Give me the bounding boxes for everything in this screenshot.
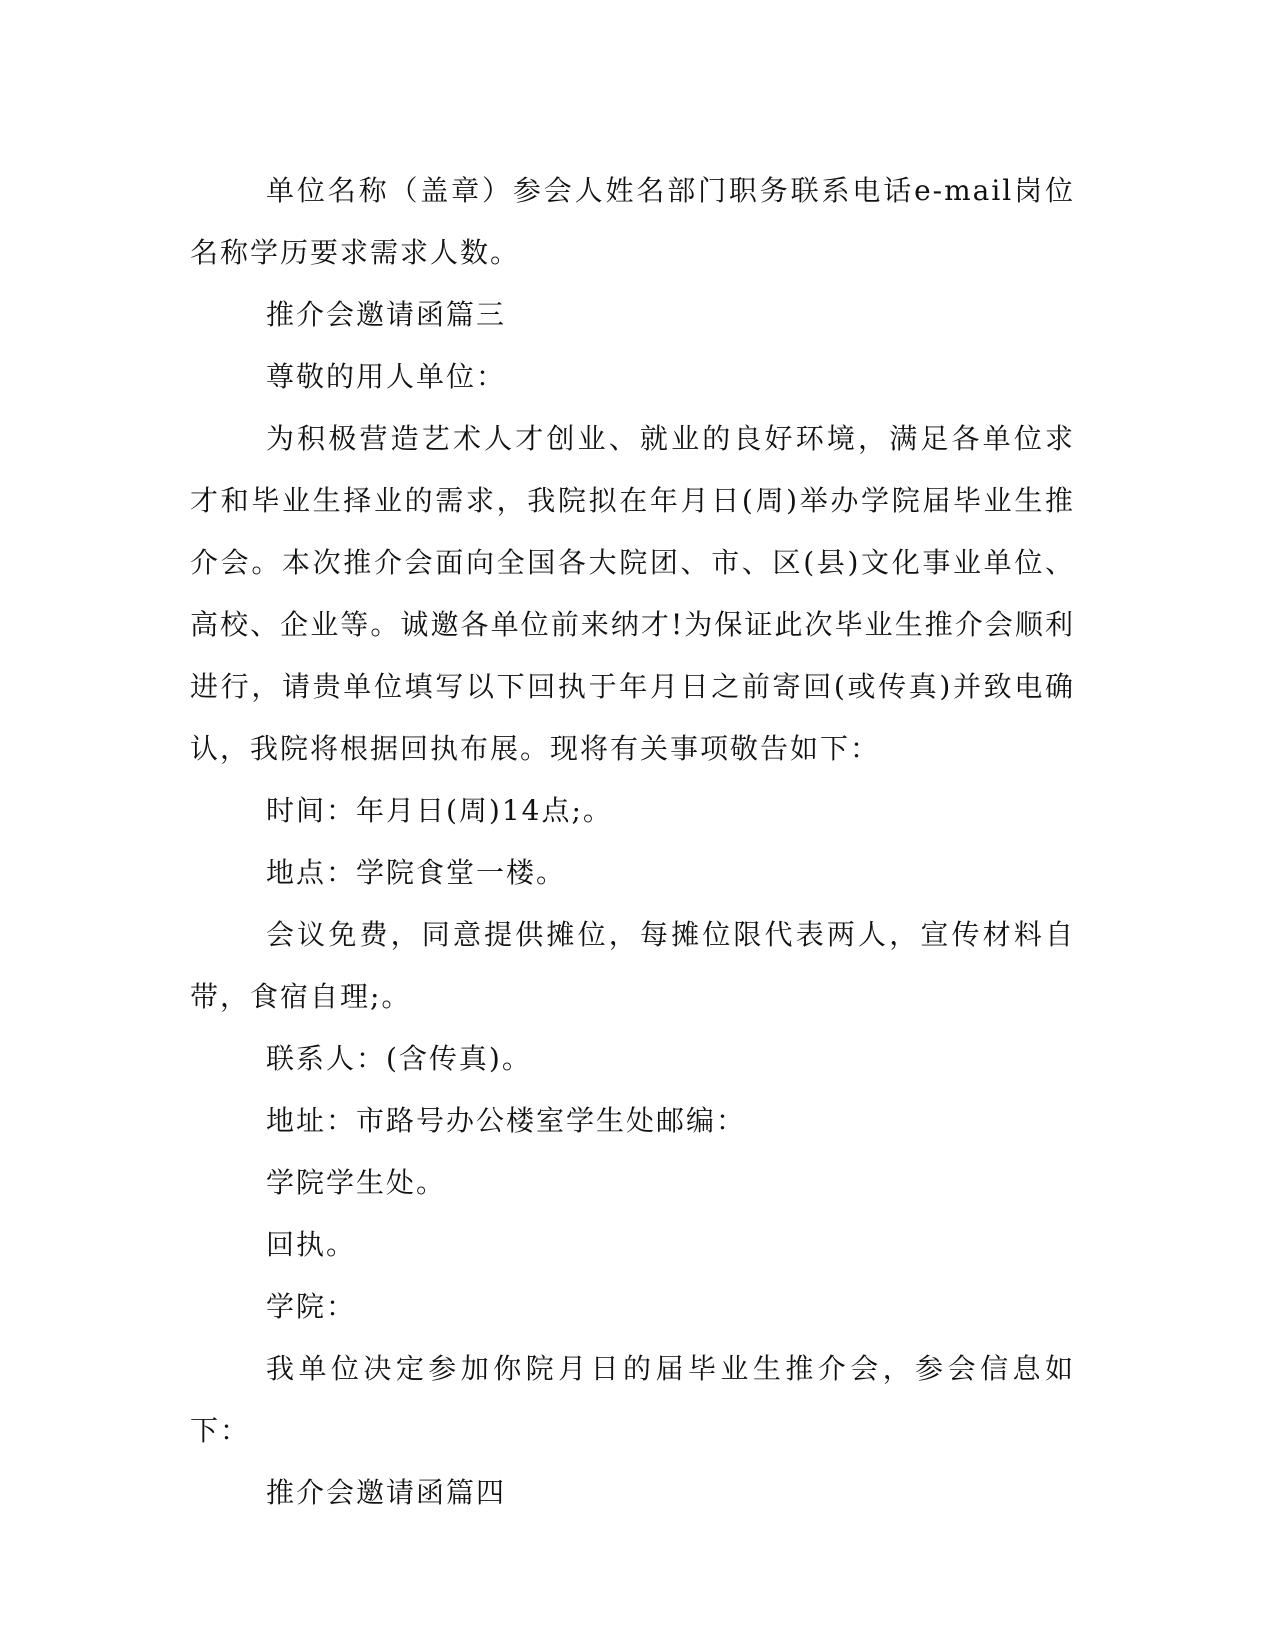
paragraph-invitation-body: 为积极营造艺术人才创业、就业的良好环境，满足各单位求才和毕业生择业的需求，我院拟在年月日(周)举办学院届毕业生推介会。本次推介会面向全国各大院团、市、区(县)文化事业单位、高校、企业等。诚邀各单位前来纳才!为保证此次毕业生推介会顺利进行，请贵单位填写以下回执于年月日之前寄回(或传真)并致电确认，我院将根据回执布展。现将有关事项敬告如下： <box>190 422 1075 765</box>
paragraph-receipt-title: 回执。 <box>266 1228 357 1261</box>
paragraph-registration-fields: 单位名称（盖章）参会人姓名部门职务联系电话e-mail岗位名称学历要求需求人数。 <box>190 174 1075 269</box>
paragraph-address: 地址：市路号办公楼室学生处邮编： <box>266 1104 747 1137</box>
section-heading-part-three: 推介会邀请函篇三 <box>266 298 507 331</box>
paragraph-receipt-body: 我单位决定参加你院月日的届毕业生推介会，参会信息如下： <box>190 1352 1075 1447</box>
section-heading-part-four: 推介会邀请函篇四 <box>266 1476 507 1509</box>
paragraph-contact: 联系人：(含传真)。 <box>266 1042 532 1075</box>
document-body <box>190 160 1075 1524</box>
paragraph-issuer: 学院学生处。 <box>266 1166 447 1199</box>
paragraph-receipt-addressee: 学院： <box>266 1290 357 1323</box>
salutation: 尊敬的用人单位： <box>266 360 507 393</box>
paragraph-fees: 会议免费，同意提供摊位，每摊位限代表两人，宣传材料自带，食宿自理;。 <box>190 918 1075 1013</box>
paragraph-location: 地点：学院食堂一楼。 <box>266 856 567 889</box>
paragraph-time: 时间：年月日(周)14点;。 <box>266 794 613 827</box>
